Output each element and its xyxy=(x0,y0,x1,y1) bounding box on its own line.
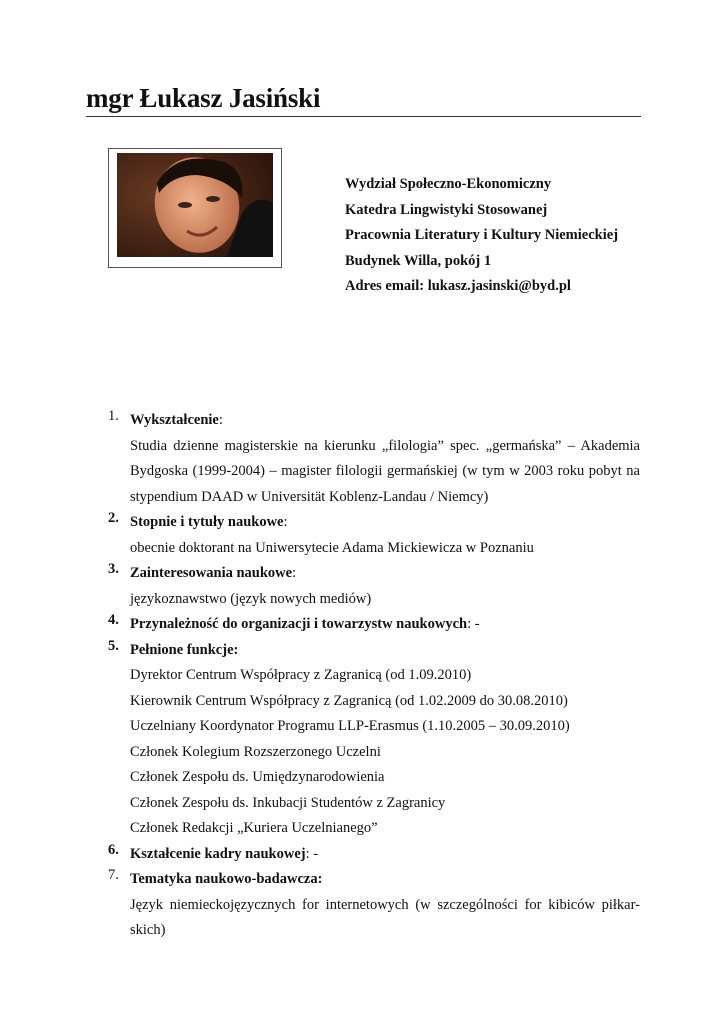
section-staff-training: 6. Kształcenie kadry naukowej: - xyxy=(108,841,319,862)
function-item: Członek Redakcji „Kuriera Uczelnianego” xyxy=(130,820,378,836)
section-number: 4. xyxy=(108,612,119,628)
section-text: Studia dzienne magisterskie na kierunku „filologia” spec. „germańska” – Akademia xyxy=(130,437,640,454)
building-line: Budynek Willa, pokój 1 xyxy=(345,252,492,269)
section-functions xyxy=(108,638,640,842)
section-heading: Pełnione funkcje: xyxy=(130,641,239,658)
contact-block xyxy=(345,172,618,300)
function-item: Kierownik Centrum Współpracy z Zagranicą (od 1.02.2009 do 30.08.2010) xyxy=(130,692,568,709)
section-number: 7. xyxy=(108,867,119,883)
page-title: mgr Łukasz Jasiński xyxy=(86,83,321,113)
portrait-frame xyxy=(108,148,282,268)
section-heading: Przynależność do organizacji i towarzystw naukowych xyxy=(130,616,468,632)
lab-line: Pracownia Literatury i Kultury Niemieckiej xyxy=(345,227,619,243)
faculty-line: Wydział Społeczno-Ekonomiczny xyxy=(345,176,552,192)
cv-sections xyxy=(108,408,640,944)
section-memberships: 4. Przynależność do organizacji i towarzystw naukowych: - xyxy=(108,612,480,632)
section-degrees: 2. Stopnie i tytuły naukowe: obecnie doktorant na Uniwersytecie Adama Mickiewicza w Poznaniu xyxy=(108,510,640,561)
title-divider xyxy=(86,116,641,117)
section-research-topics xyxy=(108,867,640,944)
function-item: Uczelniany Koordynator Programu LLP-Erasmus (1.10.2005 – 30.09.2010) xyxy=(130,718,570,734)
section-text: skich) xyxy=(130,922,166,938)
section-education: 1. Wykształcenie: Studia dzienne magisterskie na kierunku „filologia” spec. „germańska” – Akademia Bydgoska (1999-2004) – magister filologii germańskiej (w tym w 2003 roku pobyt na stypendium DAAD w Universität Koblenz-Landau / Niemcy) xyxy=(108,408,640,510)
section-text: Język niemieckojęzycznych for internetowych (w szczególności for kibiców piłkar- xyxy=(130,896,640,913)
function-item: Członek Kolegium Rozszerzonego Uczelni xyxy=(130,743,381,760)
portrait-photo xyxy=(117,153,273,257)
section-text: stypendium DAAD w Universität Koblenz-Landau / Niemcy) xyxy=(130,488,489,505)
portrait-image xyxy=(117,153,273,257)
department-line: Katedra Lingwistyki Stosowanej xyxy=(345,201,548,218)
section-number: 2. xyxy=(108,510,119,526)
section-number: 5. xyxy=(108,637,119,654)
function-item: Członek Zespołu ds. Inkubacji Studentów z Zagranicy xyxy=(130,794,446,811)
section-text: językoznawstwo (język nowych mediów) xyxy=(130,590,372,607)
email-line: Adres email: lukasz.jasinski@byd.pl xyxy=(345,278,571,294)
function-item: Dyrektor Centrum Współpracy z Zagranicą (od 1.09.2010) xyxy=(130,667,472,683)
section-heading: Stopnie i tytuły naukowe xyxy=(130,514,284,530)
section-text: Bydgoska (1999-2004) – magister filologii germańskiej (w tym w 2003 roku pobyt na xyxy=(130,463,640,479)
section-number: 6. xyxy=(108,841,119,858)
section-number: 3. xyxy=(108,561,119,577)
section-heading: Zainteresowania naukowe xyxy=(130,565,293,581)
section-heading: Wykształcenie xyxy=(130,412,219,428)
section-heading: Kształcenie kadry naukowej xyxy=(130,845,306,862)
section-heading: Tematyka naukowo-badawcza: xyxy=(130,871,323,887)
section-text: obecnie doktorant na Uniwersytecie Adama Mickiewicza w Poznaniu xyxy=(130,539,534,556)
section-interests: 3. Zainteresowania naukowe: językoznawstwo (język nowych mediów) xyxy=(108,561,640,612)
section-number: 1. xyxy=(108,408,119,424)
function-item: Członek Zespołu ds. Umiędzynarodowienia xyxy=(130,769,385,785)
